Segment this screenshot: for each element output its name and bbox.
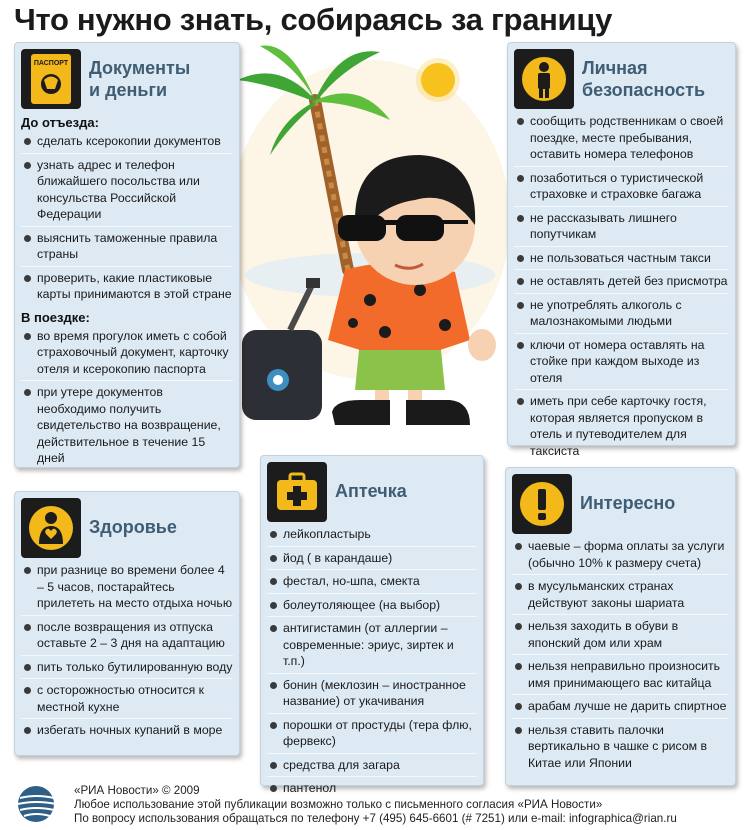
list-item: антигистамин (от аллергии – современные: эриус, зиртек и т.п.) [267, 620, 477, 674]
exclamation-icon [518, 480, 566, 528]
list-item: во время прогулок иметь с собой страховочный документ, карточку отеля и ксерокопию паспорта [21, 328, 233, 382]
list-item: сообщить родственникам о своей поездке, месте пребывания, оставить номера телефонов [514, 113, 729, 167]
list-item: позаботиться о туристической страховке и страховке багажа [514, 170, 729, 207]
list-item: пантенол [267, 780, 477, 800]
person-icon-box [514, 49, 574, 109]
person-icon [520, 55, 568, 103]
list-item: порошки от простуды (тера флю, фервекс) [267, 717, 477, 754]
list-item: чаевые – форма оплаты за услуги (обычно 10% к размеру счета) [512, 538, 729, 575]
list-item: пить только бутилированную воду [21, 659, 233, 680]
list-during-trip [21, 328, 233, 470]
first-aid-kit-icon [273, 468, 321, 516]
list-item: средства для загара [267, 757, 477, 778]
list-item: избегать ночных купаний в море [21, 722, 233, 742]
list-item: йод ( в карандаше) [267, 550, 477, 571]
passport-icon [28, 53, 74, 105]
section-before-departure: До отъезда: [21, 115, 99, 130]
list-item: нельзя ставить палочки вертикально в чашке с рисом в Китае или Японии [512, 722, 729, 775]
list-item: арабам лучше не дарить спиртное [512, 698, 729, 719]
list-health [21, 562, 233, 742]
svg-text:ПАСПОРТ: ПАСПОРТ [33, 60, 69, 67]
panel-interesting [505, 467, 736, 786]
exclamation-icon-box [512, 474, 572, 534]
list-interesting [512, 538, 729, 774]
list-item: фестал, но-шпа, смекта [267, 573, 477, 594]
footer-copyright: «РИА Новости» © 2009 [74, 784, 200, 797]
footer-contact: По вопросу использования обращаться по телефону +7 (495) 645-6601 (# 7251) или e-mail: infographica@rian.ru [74, 812, 677, 825]
list-item: не рассказывать лишнего попутчикам [514, 210, 729, 247]
list-item: с осторожностью относится к местной кухне [21, 682, 233, 719]
list-item: болеутоляющее (на выбор) [267, 597, 477, 618]
panel-documents [14, 42, 240, 468]
panel-title-health: Здоровье [89, 517, 177, 537]
panel-safety [507, 42, 736, 458]
panel-pharmacy [260, 455, 484, 795]
tourist-illustration [220, 40, 510, 450]
list-item: выяснить таможенные правила страны [21, 230, 233, 267]
list-item: при утере документов необходимо получить свидетельство на возвращение, действительное в течение 15 дней [21, 384, 233, 470]
list-item: нельзя неправильно произносить имя принимающего вас китайца [512, 658, 729, 695]
list-item: не оставлять детей без присмотра [514, 273, 729, 294]
list-item: в мусульманских странах действуют законы шариата [512, 578, 729, 615]
list-item: при разнице во времени более 4 – 5 часов, постарайтесь прилететь на место отдыха ночью [21, 562, 233, 616]
ria-globe-logo [14, 784, 64, 824]
list-pharmacy [267, 526, 477, 800]
footer-usage-note: Любое использование этой публикации возможно только с письменного согласия «РИА Новости» [74, 798, 603, 811]
list-item: не употреблять алкоголь с малознакомыми людьми [514, 297, 729, 334]
health-icon [27, 504, 75, 552]
health-icon-box [21, 498, 81, 558]
list-item: узнать адрес и телефон ближайшего посольства или консульства Российской Федерации [21, 157, 233, 227]
passport-icon-box [21, 49, 81, 109]
page-title: Что нужно знать, собираясь за границу [14, 2, 613, 37]
first-aid-kit-icon-box [267, 462, 327, 522]
panel-title-documents: Документы и деньги [89, 58, 191, 100]
list-item: иметь при себе карточку гостя, которая является пропуском в отель и путеводителем для таксиста [514, 393, 729, 462]
list-item: после возвращения из отпуска оставьте 2 – 3 дня на адаптацию [21, 619, 233, 656]
list-item: лейкопластырь [267, 526, 477, 547]
list-item: нельзя заходить в обуви в японский дом или храм [512, 618, 729, 655]
panel-title-pharmacy: Аптечка [335, 481, 407, 501]
footer [74, 784, 677, 826]
list-item: не пользоваться частным такси [514, 250, 729, 271]
panel-title-safety: Личная безопасность [582, 58, 706, 100]
list-item: сделать ксерокопии документов [21, 133, 233, 154]
panel-title-interesting: Интересно [580, 493, 676, 513]
panel-health [14, 491, 240, 756]
list-safety [514, 113, 729, 462]
section-during-trip: В поездке: [21, 309, 90, 325]
list-item: ключи от номера оставлять на стойке при каждом выходе из отеля [514, 337, 729, 391]
list-item: проверить, какие пластиковые карты принимаются в этой стране [21, 270, 233, 306]
list-before-departure [21, 133, 233, 306]
list-item: бонин (меклозин – иностранное название) от укачивания [267, 677, 477, 714]
